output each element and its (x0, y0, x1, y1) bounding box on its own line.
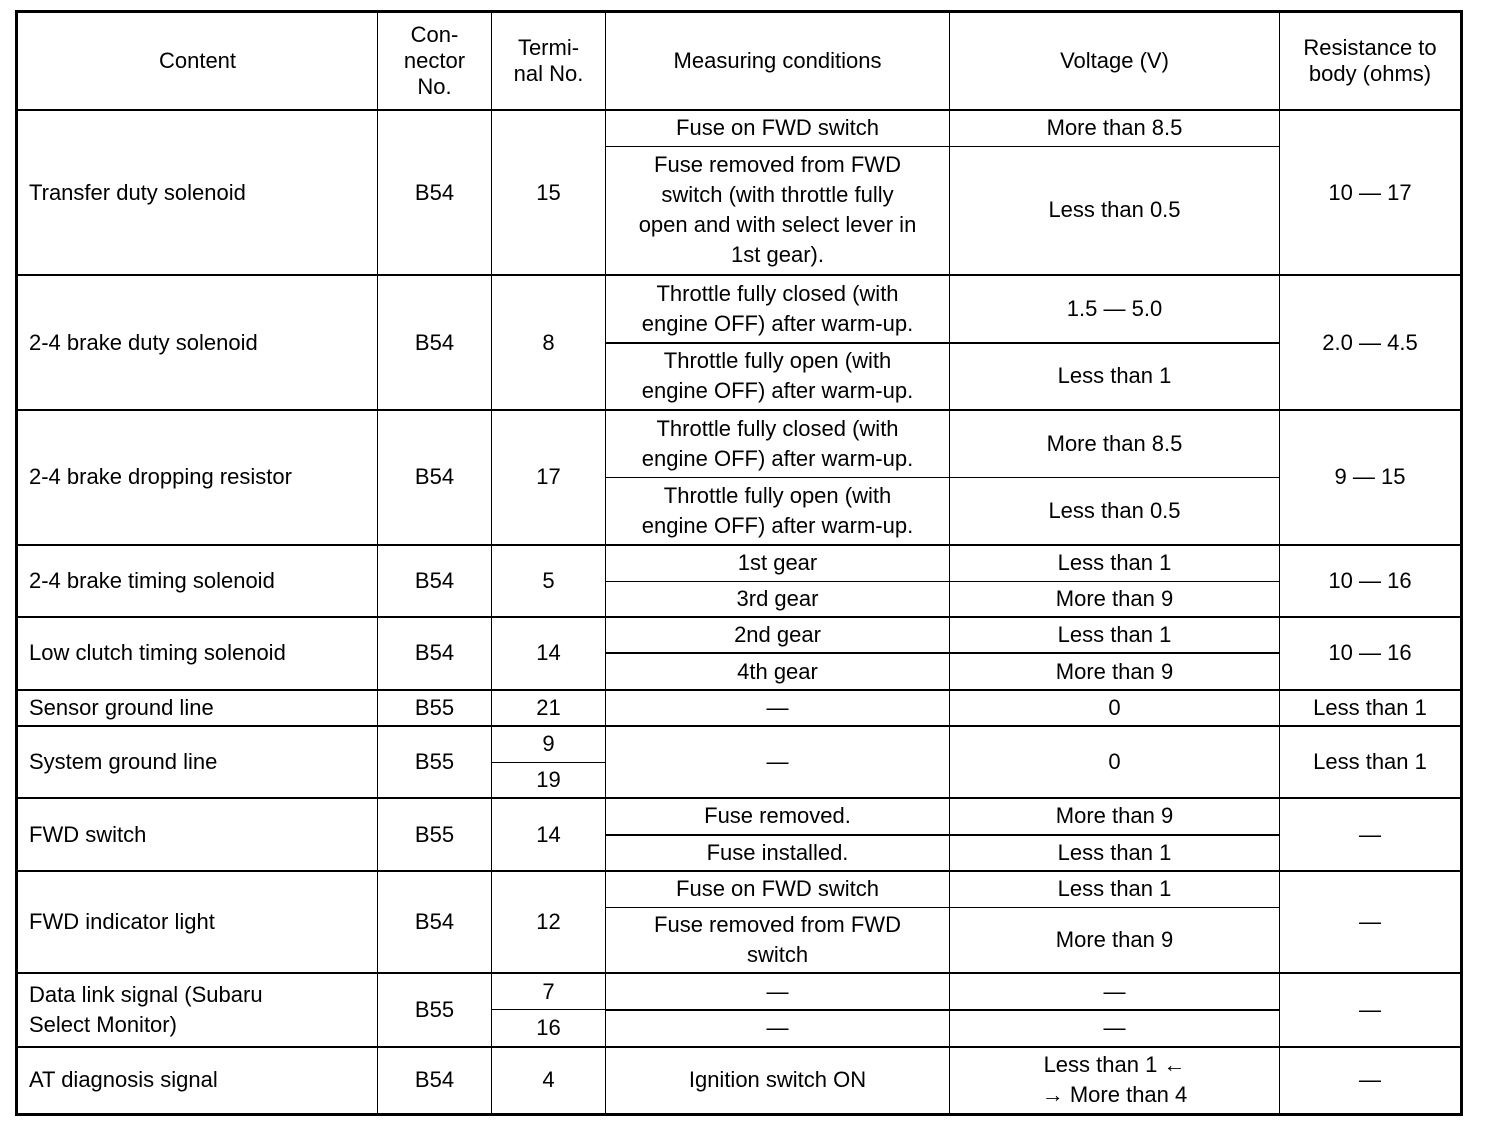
table-row (18, 726, 1461, 762)
condition-cell: Fuse removed from FWD switch (with throttle fully open and with select lever in 1st gear). (606, 146, 950, 275)
resistance-cell: — (1280, 1047, 1461, 1114)
terminal-cell: 21 (492, 690, 606, 726)
table-row (18, 1047, 1461, 1114)
resistance-cell: 10 — 16 (1280, 545, 1461, 617)
condition-cell: 3rd gear (606, 581, 950, 617)
voltage-cell: Less than 1 (950, 343, 1280, 410)
terminal-cell: 12 (492, 871, 606, 974)
terminal-cell: 19 (492, 762, 606, 798)
voltage-cell: 0 (950, 690, 1280, 726)
voltage-cell: Less than 1 (950, 545, 1280, 581)
terminal-cell: 8 (492, 275, 606, 410)
terminal-cell: 14 (492, 617, 606, 689)
resistance-cell: 10 — 16 (1280, 617, 1461, 689)
voltage-cell: — (950, 1010, 1280, 1047)
terminal-cell: 15 (492, 110, 606, 275)
voltage-cell: 1.5 — 5.0 (950, 275, 1280, 342)
content-cell: FWD switch (18, 798, 378, 870)
table-row (18, 275, 1461, 342)
table-row (18, 410, 1461, 477)
connector-cell: B54 (378, 871, 492, 974)
voltage-cell: More than 9 (950, 907, 1280, 973)
content-cell: Transfer duty solenoid (18, 110, 378, 275)
connector-cell: B54 (378, 410, 492, 545)
resistance-cell: — (1280, 871, 1461, 974)
voltage-cell: More than 8.5 (950, 110, 1280, 146)
connector-cell: B54 (378, 1047, 492, 1114)
voltage-cell: Less than 0.5 (950, 477, 1280, 544)
table-row (18, 871, 1461, 907)
resistance-cell: Less than 1 (1280, 690, 1461, 726)
content-cell: 2-4 brake timing solenoid (18, 545, 378, 617)
table-row (18, 973, 1461, 1009)
resistance-cell: Less than 1 (1280, 726, 1461, 798)
resistance-cell: — (1280, 798, 1461, 870)
terminal-cell: 5 (492, 545, 606, 617)
content-cell: 2-4 brake dropping resistor (18, 410, 378, 545)
voltage-cell: More than 9 (950, 798, 1280, 834)
terminal-cell: 4 (492, 1047, 606, 1114)
voltage-cell: 0 (950, 726, 1280, 798)
resistance-cell: 9 — 15 (1280, 410, 1461, 545)
terminal-cell: 7 (492, 973, 606, 1009)
connector-cell: B55 (378, 726, 492, 798)
connector-cell: B55 (378, 798, 492, 870)
header-conditions: Measuring conditions (606, 13, 950, 111)
terminal-spec-table (17, 12, 1461, 1114)
condition-cell: Fuse installed. (606, 835, 950, 871)
content-cell: Sensor ground line (18, 690, 378, 726)
header-voltage: Voltage (V) (950, 13, 1280, 111)
terminal-cell: 14 (492, 798, 606, 870)
voltage-cell: More than 9 (950, 653, 1280, 689)
condition-cell: — (606, 973, 950, 1009)
connector-cell: B55 (378, 690, 492, 726)
header-connector: Con- nector No. (378, 13, 492, 111)
voltage-cell: Less than 1 (950, 617, 1280, 653)
condition-cell: Fuse on FWD switch (606, 871, 950, 907)
connector-cell: B54 (378, 110, 492, 275)
content-cell: FWD indicator light (18, 871, 378, 974)
voltage-cell: — (950, 973, 1280, 1009)
condition-cell: 2nd gear (606, 617, 950, 653)
content-cell: Data link signal (Subaru Select Monitor) (18, 973, 378, 1046)
connector-cell: B54 (378, 275, 492, 410)
connector-cell: B55 (378, 973, 492, 1046)
content-cell: Low clutch timing solenoid (18, 617, 378, 689)
connector-cell: B54 (378, 545, 492, 617)
content-cell: 2-4 brake duty solenoid (18, 275, 378, 410)
condition-cell: Throttle fully closed (with engine OFF) after warm-up. (606, 410, 950, 477)
resistance-cell: — (1280, 973, 1461, 1046)
condition-cell: 1st gear (606, 545, 950, 581)
condition-cell: — (606, 690, 950, 726)
content-cell: System ground line (18, 726, 378, 798)
table-row (18, 798, 1461, 834)
header-terminal: Termi- nal No. (492, 13, 606, 111)
table-row (18, 617, 1461, 653)
connector-cell: B54 (378, 617, 492, 689)
condition-cell: — (606, 1010, 950, 1047)
voltage-cell: Less than 0.5 (950, 146, 1280, 275)
header-content: Content (18, 13, 378, 111)
condition-cell: Ignition switch ON (606, 1047, 950, 1114)
condition-cell: Throttle fully closed (with engine OFF) after warm-up. (606, 275, 950, 342)
condition-cell: 4th gear (606, 653, 950, 689)
condition-cell: Fuse removed. (606, 798, 950, 834)
voltage-cell: Less than 1 (950, 835, 1280, 871)
voltage-cell: More than 9 (950, 581, 1280, 617)
terminal-cell: 16 (492, 1010, 606, 1047)
condition-cell: Fuse on FWD switch (606, 110, 950, 146)
resistance-cell: 2.0 — 4.5 (1280, 275, 1461, 410)
terminal-cell: 9 (492, 726, 606, 762)
voltage-cell: Less than 1 (950, 871, 1280, 907)
table-row (18, 690, 1461, 726)
content-cell: AT diagnosis signal (18, 1047, 378, 1114)
condition-cell: Fuse removed from FWD switch (606, 907, 950, 973)
condition-cell: — (606, 726, 950, 798)
header-resistance: Resistance to body (ohms) (1280, 13, 1461, 111)
terminal-cell: 17 (492, 410, 606, 545)
voltage-cell: More than 8.5 (950, 410, 1280, 477)
resistance-cell: 10 — 17 (1280, 110, 1461, 275)
table-row (18, 545, 1461, 581)
condition-cell: Throttle fully open (with engine OFF) after warm-up. (606, 343, 950, 410)
condition-cell: Throttle fully open (with engine OFF) after warm-up. (606, 477, 950, 544)
voltage-cell: Less than 1 ← → More than 4 (950, 1047, 1280, 1114)
table-header-row (18, 13, 1461, 111)
table-row (18, 110, 1461, 146)
